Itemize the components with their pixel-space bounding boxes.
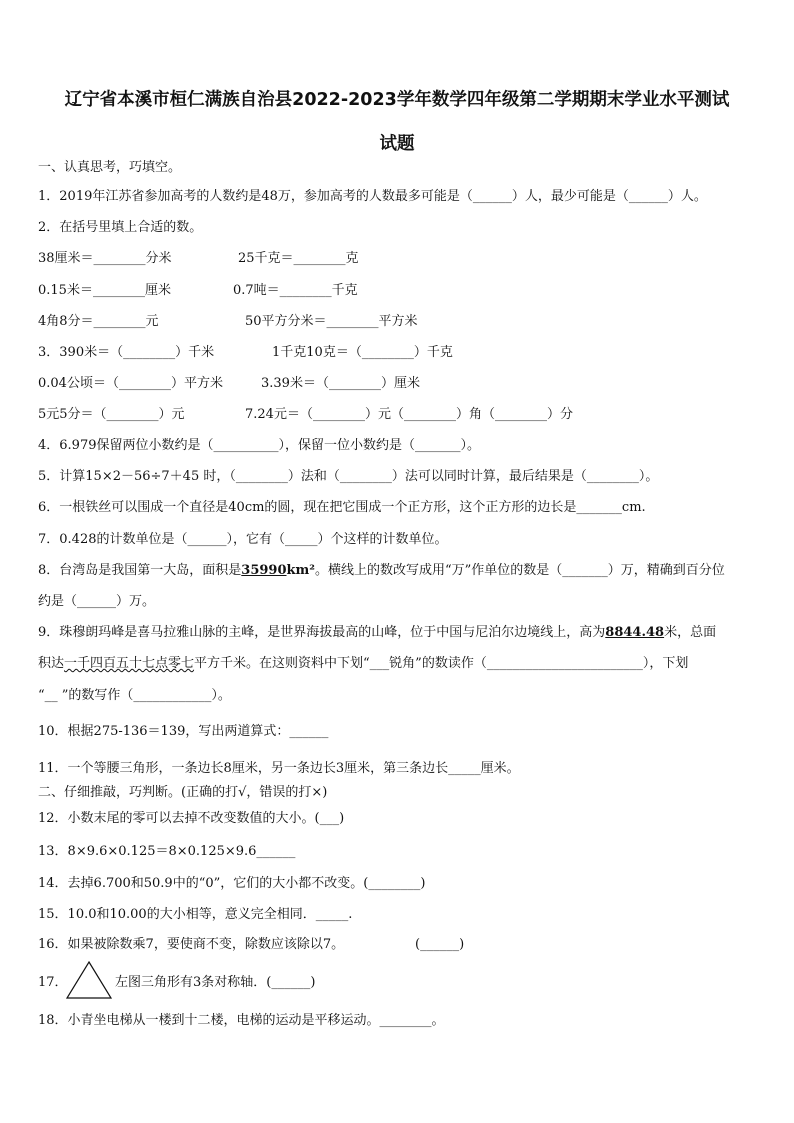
question-9-wavy-number: 一千四百五十七点零七 xyxy=(64,656,195,671)
question-7: 7．0.428的计数单位是（______），它有（_____）个这样的计数单位。 xyxy=(38,532,448,547)
question-6: 6．一根铁丝可以围成一个直径是40cm的圆，现在把它围成一个正方形，这个正方形的边长是_______cm. xyxy=(38,500,646,515)
question-2: 2．在括号里填上合适的数。 xyxy=(38,220,203,235)
question-9-line-2 xyxy=(38,656,762,672)
question-1: 1．2019年江苏省参加高考的人数约是48万，参加高考的人数最多可能是（______）人，最少可能是（______）人。 xyxy=(38,189,707,204)
question-3e: 5元5分＝（________）元 xyxy=(38,407,185,422)
question-9-line-2-suffix: 平方千米。在这则资料中下划“___锐角”的数读作（________________________），下划 xyxy=(194,656,689,671)
question-3b: 1千克10克＝（________）千克 xyxy=(272,345,453,360)
question-16-blank: (______) xyxy=(415,937,465,952)
question-15: 15．10.0和10.00的大小相等，意义完全相同．_____. xyxy=(38,907,353,922)
question-9-prefix: 9．珠穆朗玛峰是喜马拉雅山脉的主峰，是世界海拔最高的山峰，位于中国与尼泊尔边境线上，高为 xyxy=(38,625,606,640)
question-4: 4．6.979保留两位小数约是（__________），保留一位小数约是（_______）。 xyxy=(38,438,480,453)
question-8-prefix: 8．台湾岛是我国第一大岛，面积是 xyxy=(38,563,242,578)
question-2a: 38厘米＝________分米 xyxy=(38,251,172,266)
title-line-2: 试题 xyxy=(379,134,415,154)
question-3a: 3．390米＝（________）千米 xyxy=(38,345,215,360)
question-8-suffix: 。横线上的数改写成用“万”作单位的数是（_______）万，精确到百分位 xyxy=(314,563,725,578)
question-16: 16．如果被除数乘7，要使商不变，除数应该除以7。 xyxy=(38,937,345,952)
section-1-heading: 一、认真思考，巧填空。 xyxy=(38,160,182,175)
question-18: 18．小青坐电梯从一楼到十二楼，电梯的运动是平移运动。________。 xyxy=(38,1013,445,1028)
question-3c: 0.04公顷＝（________）平方米 xyxy=(38,376,223,391)
question-9-line-2-prefix: 积达 xyxy=(38,656,65,671)
section-2-heading: 二、仔细推敲，巧判断。(正确的打√，错误的打×) xyxy=(38,785,328,800)
question-2e: 4角8分＝________元 xyxy=(38,314,159,329)
question-9-suffix: 米，总面 xyxy=(664,625,717,640)
question-2c: 0.15米＝________厘米 xyxy=(38,283,171,298)
triangle-figure-icon xyxy=(64,960,114,1002)
question-9-line-1 xyxy=(38,625,762,641)
question-9-line-3: “__ ”的数写作（____________）。 xyxy=(38,688,231,703)
question-11: 11．一个等腰三角形，一条边长8厘米，另一条边长3厘米，第三条边长_____厘米。 xyxy=(38,761,520,776)
question-12: 12．小数末尾的零可以去掉不改变数值的大小。(___) xyxy=(38,811,345,826)
question-10: 10．根据275-136＝139，写出两道算式：______ xyxy=(38,724,329,739)
question-8-area-unit: km² xyxy=(286,563,315,578)
question-9-height-number: 8844.48 xyxy=(605,625,665,640)
question-17-text: 左图三角形有3条对称轴．(______) xyxy=(115,975,316,990)
question-8-line-1 xyxy=(38,563,762,579)
question-8-line-2: 约是（______）万。 xyxy=(38,594,156,609)
question-13: 13．8×9.6×0.125＝8×0.125×9.6______ xyxy=(38,844,296,859)
title-line-1: 辽宁省本溪市桓仁满族自治县2022-2023学年数学四年级第二学期期末学业水平测试 xyxy=(64,90,730,110)
question-17-number: 17． xyxy=(38,975,68,990)
question-2b: 25千克＝________克 xyxy=(238,251,359,266)
question-3f: 7.24元＝（________）元（________）角（________）分 xyxy=(245,407,573,422)
question-2d: 0.7吨＝________千克 xyxy=(233,283,358,298)
question-2f: 50平方分米＝________平方米 xyxy=(245,314,418,329)
question-3d: 3.39米＝（________）厘米 xyxy=(261,376,420,391)
question-5: 5．计算15×2－56÷7＋45 时，（________）法和（________）法可以同时计算，最后结果是（________）。 xyxy=(38,469,659,484)
question-8-area-number: 35990 xyxy=(241,563,287,578)
question-14: 14．去掉6.700和50.9中的“0”，它们的大小都不改变。(________) xyxy=(38,876,426,891)
